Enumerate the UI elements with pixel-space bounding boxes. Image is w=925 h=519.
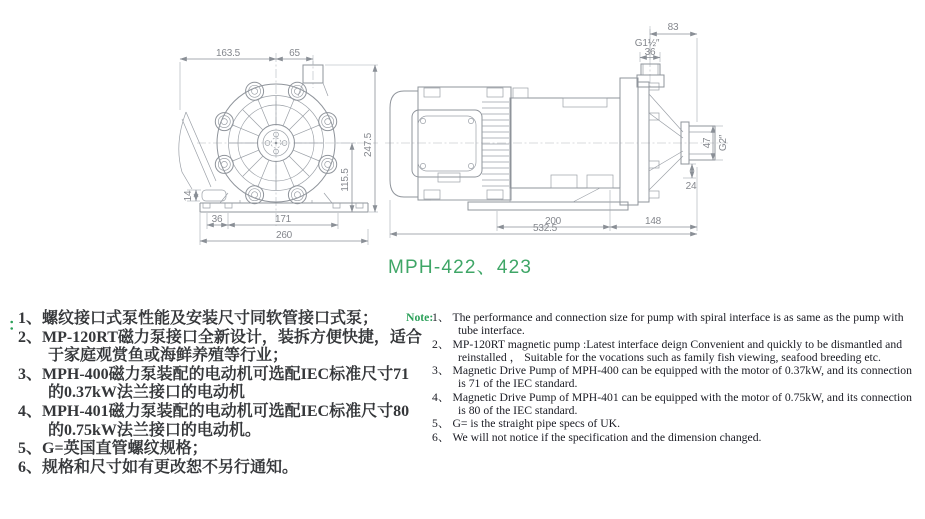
- volute-taper: [649, 94, 683, 190]
- side-dimensions: [390, 22, 729, 238]
- note-item-en: 1、 The performance and connection size for pump with spiral interface is as same as the pump with tube interface.: [432, 311, 904, 338]
- note-item-cn: 5、G=英国直管螺纹规格；: [18, 440, 208, 458]
- note-item-cn: 2、MP-120RT磁力泵接口全新设计，装拆方便快捷，适合于家庭观赏鱼或海鲜养殖等行业；: [18, 328, 422, 365]
- motor-body: [390, 87, 511, 200]
- model-title: MPH-422、423: [388, 257, 533, 278]
- pump-bracket: [510, 88, 620, 188]
- note-item-en: 5、 G= is the straight pipe specs of UK.: [432, 417, 621, 431]
- dim-36: 36: [211, 214, 223, 225]
- pump-casing: [217, 84, 335, 202]
- dim-83: 83: [667, 22, 679, 33]
- front-view-drawing: [170, 40, 390, 252]
- dim-260: 260: [275, 230, 293, 241]
- note-item-cn: 6、规格和尺寸如有更改恕不另行通知。: [18, 458, 299, 476]
- thread-label-g2: G2″: [718, 134, 729, 152]
- discharge-port: [637, 64, 664, 87]
- dim-163-5: 163.5: [215, 48, 241, 59]
- dim-171: 171: [274, 214, 292, 225]
- dim-148: 148: [644, 216, 662, 227]
- dim-115-5: 115.5: [340, 168, 351, 192]
- note-item-cn: 4、MPH-401磁力泵装配的电动机可选配IEC标准尺寸80的0.75kW法兰接口的电动机。: [18, 402, 410, 439]
- note-item-en: 2、 MP-120RT magnetic pump :Latest interface deign Convenient and quickly to be dismantled and reinstalled ， Suitable for the vocations such as family fish viewing, seafood breeding etc.: [432, 337, 903, 364]
- notes-english: [406, 311, 922, 444]
- dim-24: 24: [685, 181, 697, 192]
- junction-box-plate: [412, 110, 482, 182]
- cooling-fins: [482, 102, 509, 186]
- note-item-cn: 1、螺纹接口式泵性能及安装尺寸同软管接口式泵；: [18, 310, 379, 327]
- dim-532-5: 532.5: [532, 223, 558, 234]
- note-item-cn: 3、MPH-400磁力泵装配的电动机可选配IEC标准尺寸71的0.37kW法兰接口的电动机: [18, 365, 410, 402]
- dim-14: 14: [183, 190, 194, 202]
- fan-cover: [390, 91, 418, 197]
- note-item-en: 4、 Magnetic Drive Pump of MPH-401 can be equipped with the motor of 0.75kW, and its connection is 80 of the IEC standard.: [432, 390, 912, 418]
- notes-chinese: [18, 310, 422, 477]
- side-view-drawing: [383, 12, 733, 247]
- note-item-en: 3、 Magnetic Drive Pump of MPH-400 can be equipped with the motor of 0.37kW, and its connection is 71 of the IEC standard.: [432, 364, 912, 391]
- dim-200: 200: [544, 216, 562, 227]
- note-item-en: 6、 We will not notice if the specification and the dimension changed.: [432, 430, 762, 444]
- base-plate: [431, 188, 628, 210]
- mounting-base: [200, 193, 368, 212]
- dim-36-side: 36: [644, 47, 656, 58]
- side-centerlines: [385, 26, 728, 143]
- front-dimensions: [180, 48, 378, 245]
- dim-47: 47: [702, 137, 713, 149]
- notes-cn-colon: ：: [8, 317, 25, 334]
- dim-247-5: 247.5: [363, 132, 374, 158]
- front-centerlines: [197, 53, 378, 226]
- thread-label-g1half: G1½″: [634, 38, 660, 49]
- pump-head: [620, 78, 683, 205]
- dim-65: 65: [289, 48, 300, 59]
- outlet-port: [298, 65, 328, 96]
- note-label: Note:: [406, 311, 434, 324]
